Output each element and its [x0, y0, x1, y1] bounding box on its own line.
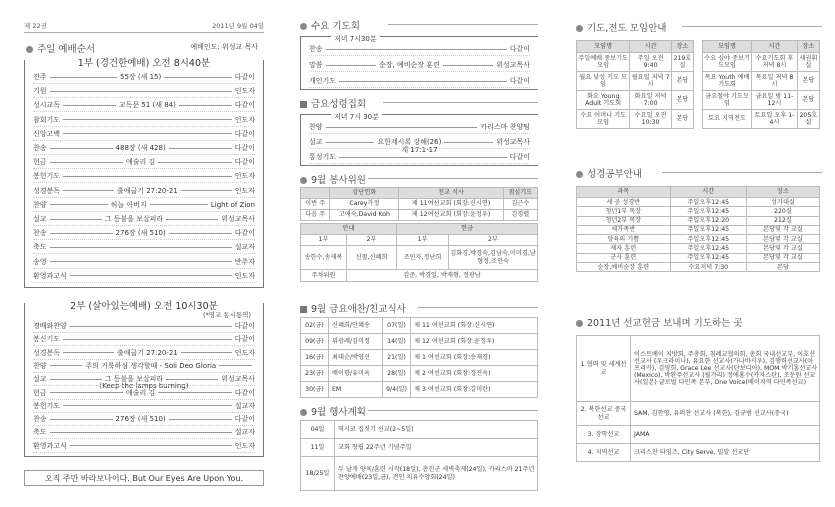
bullet-icon [576, 25, 583, 32]
order-item [33, 426, 255, 438]
order-person: 다같이 [234, 388, 256, 397]
bullet-icon [576, 320, 583, 327]
order-label: 봉헌기도 [33, 172, 61, 181]
order-label: 찬송 [33, 229, 47, 238]
order-item [33, 156, 255, 168]
table-row: 09(금) 위광례/김미정 14(일) 제 12 여선교회 (회장:윤정우) [301, 334, 538, 350]
table-row: 3. 장학선교 JAMA [577, 426, 820, 444]
order-item [33, 199, 255, 211]
order-person: 다같이 [234, 322, 255, 330]
bullet-icon [300, 23, 307, 30]
order-person: 설교자 [234, 401, 255, 410]
table-row: 송한수,송재복 신철,신혜희 조민자,정난희 김화경,박경숙,김남숙,이미경,남형정,조인숙 [301, 246, 538, 270]
wed-title: 수요 기도회 [300, 18, 360, 32]
order-person: 반주자 [234, 257, 255, 266]
table-row: 18/25일 두 날개 양육/훈련 시작(18일), 총진군 새벽축제(24일), 카리스마 21주년 찬양예배(23일,금), 전인 치유수양회(24일) [301, 457, 538, 491]
order-label: 성시교독 [33, 101, 61, 110]
volunteers-title: 9월 봉사위원 [300, 172, 366, 186]
order-item [33, 347, 255, 359]
events-title: 9월 행사계획 [300, 404, 366, 418]
order-item [33, 360, 255, 372]
order-content: 순장, 예비순장 훈련 [378, 61, 440, 69]
service2-box [24, 303, 264, 457]
table-row: 군사 훈련 주일오후12:45 본당및 각 교실 [577, 253, 820, 262]
order-label: 봉신기도 [33, 335, 61, 344]
order-item [33, 256, 255, 268]
order-person: 위성교목사 [221, 375, 256, 384]
order-content-sub: 계 17:1-17 [401, 146, 438, 154]
order-item [33, 400, 255, 412]
order-item [33, 142, 255, 154]
ushers-table: 안내 헌금 1부 2부 1부 2부 송한수,송재복 신철,신혜희 조민자,정난희 김화경,박경숙,김남숙,이미경,남형정,조인숙 주차위원 김준, 박경일, 박재형, 정광남 [300, 223, 538, 282]
order-content-sub: (Keep the lamps burning) [99, 382, 189, 391]
order-item [33, 227, 255, 239]
missions-table [576, 335, 820, 462]
order-item [309, 151, 530, 163]
study-table: 과목 시간 장소 새 공 성경반 주일오후12:45 성가대실 청년1부 목장 주일오후12:45 220실 청년2부 목장 주일오후12:20 212실 새가족반 주일오후12:45 본당및 각 교실 양육의 기쁨 주일오후12:45 본당및 각 교실 제자 훈련 주일오후12:45 본당및 각 교실 군사 훈련 주일오후12:45 본당및 각 교실 순장,예비순장 훈련 수요저녁 7:30 본당 [576, 186, 820, 272]
order-item [33, 170, 255, 182]
table-row: 새가족반 주일오후12:45 본당및 각 교실 [577, 225, 820, 234]
bullet-icon [576, 171, 583, 178]
order-person: 다같이 [234, 129, 255, 138]
order-person: 카리스마 찬양팀 [480, 123, 530, 131]
order-item [33, 185, 255, 197]
order-content: 출애굽기 27:20-21 [116, 186, 178, 195]
order-content: 애술리 김 [125, 158, 156, 167]
service1-title: 1부 (경건한예배) 오전 8시40분 [25, 55, 263, 69]
order-label: 축도 [33, 243, 47, 252]
table-row: 다음 주 고애숙,David Koh 제 12여선교회 (회장:윤정우) 김경렬 [301, 210, 538, 221]
order-item [33, 99, 255, 111]
fri-box [300, 114, 538, 166]
table-row: 화요 Young Adult 기도회 화요일 저녁7:00 본당 [577, 91, 694, 110]
order-label: 개인기도 [309, 77, 337, 85]
order-person: 인도자 [234, 87, 255, 96]
worship-column [0, 0, 272, 507]
order-person: 다같이 [234, 144, 255, 152]
missions-title: 2011년 선교헌금 보내며 기도하는 곳 [576, 315, 743, 329]
order-person: 인도자 [234, 115, 255, 124]
order-content: 276장 (새 510) [115, 229, 166, 238]
order-content: 276장 (새 510) [115, 415, 166, 424]
order-label: 찬송 [33, 144, 47, 152]
order-label: 말씀 [309, 61, 323, 69]
table-row: 이번 주 Carey가정 제 11여선교회 (회장:신시연) 김근수 [301, 199, 538, 210]
table-row: 순장,예비순장 훈련 수요저녁 7:30 본당 [577, 263, 820, 272]
order-person: 설교자 [234, 428, 255, 437]
order-label: 신앙고백 [33, 129, 61, 138]
footer-verse: 오직 주만 바라보나이다. But Our Eyes Are Upon You. [24, 470, 264, 486]
order-person: 다같이 [509, 77, 530, 85]
order-person: 인도자 [234, 172, 255, 181]
order-label: 찬송 [33, 415, 47, 424]
order-item [33, 440, 255, 452]
schedule-column [288, 0, 550, 507]
order-person: 다같이 [234, 101, 256, 110]
table-row: 새 공 성경반 주일오후12:45 성가대실 [577, 198, 820, 207]
table-row: 30(금) EM 9/4(일) 제 3 여선교회 (회장:김미란) [301, 382, 538, 398]
order-person: 인도자 [234, 441, 255, 450]
meals-title: 9월 금요애찬/친교식사 [300, 301, 406, 315]
order-label: 찬양 [33, 200, 47, 209]
order-label: 성경봉독 [33, 348, 61, 357]
table-row: 양육의 기쁨 주일오후12:45 본당및 각 교실 [577, 235, 820, 244]
order-label: 통성기도 [309, 153, 337, 161]
table-row: 수요 어머니 기도 모임 수요일 오전 10:30 본당 [577, 110, 694, 129]
service2-title: 2부 (살아있는예배) 오전 10시30분 [25, 298, 263, 312]
order-item [33, 71, 255, 83]
service1-box [24, 60, 264, 288]
order-person: 인도자 [234, 186, 255, 195]
table-row: 토요 지역전도 토요일 오후 1-4시 205호실 [703, 110, 820, 129]
order-person: 설교자 [234, 243, 255, 252]
order-label: 기원 [33, 87, 47, 96]
order-label: 참회기도 [33, 115, 61, 124]
order-item [33, 114, 255, 126]
table-row: 02(금) 신혜희/안혜송 07(일) 제 11 여선교회 (회장:신시연) [301, 318, 538, 334]
order-item [309, 43, 530, 55]
service-leader: 예배인도: 위성교 목사 [190, 43, 258, 51]
order-label: 헌금 [33, 158, 47, 167]
order-label: 찬송 [309, 45, 323, 53]
bullet-icon [26, 46, 33, 53]
order-label: 환영과고식 [33, 271, 67, 280]
order-label: 송영 [33, 257, 47, 266]
prayer-title: 기도,전도 모임안내 [576, 20, 666, 34]
order-label: 전주 [33, 73, 47, 81]
info-column [562, 0, 835, 507]
order-label: 봉헌기도 [33, 401, 61, 410]
order-item [33, 333, 255, 345]
table-row: 제자 훈련 주일오후12:45 본당및 각 교실 [577, 244, 820, 253]
order-label: 찬양 [33, 361, 47, 370]
order-content: 주의 거룩하심 생각할때 - Soli Deo Gloria [85, 361, 217, 370]
order-person: 다같이 [234, 415, 255, 424]
order-content: 55장 (새 15) [119, 73, 162, 81]
table-row: 주차위원 김준, 박경일, 박재형, 정광남 [301, 270, 538, 282]
order-content: 교독문 51 (새 84) [118, 101, 176, 110]
square-icon [300, 306, 307, 313]
sunday-title: 주일 예배순서 [26, 41, 95, 55]
prayer-table-right: 모임명 시간 장소 수요 심야 중보기도모임 수요기도회 후 저녁 8시 새권휘실 목요 Youth 예배 기도회 목요일 저녁 8시 본당 금요철야 기도모임 금요일 밤 11-12시 본당 토요 지역전도 토요일 오후 1-4시 205호실 [702, 40, 820, 129]
bulletin-date: 2011년 9월 04일 [212, 22, 264, 30]
bullet-icon [300, 409, 307, 416]
order-item [309, 75, 530, 87]
order-item [33, 413, 255, 425]
bulletin-header [24, 21, 264, 30]
order-person: 인도자 [234, 271, 255, 280]
order-label: 설교 [33, 375, 47, 384]
order-item [33, 213, 255, 225]
order-content: 요한계시록 강해(26) [377, 138, 442, 146]
order-content: 애술리 김 [125, 388, 156, 397]
events-table [300, 420, 538, 491]
fri-title: 금요성령집회 [300, 96, 366, 110]
order-content: 출애굽기 27:20-21 [116, 348, 178, 357]
order-label: 설교 [33, 215, 47, 223]
volunteers-table: 강단헌화 친교 식사 점심기도 이번 주 Carey가정 제 11여선교회 (회장:신시연) 김근수 다음 주 고애숙,David Koh 제 12여선교회 (회장:윤정우) 김경렬 [300, 187, 538, 221]
table-row: 주일예배 중보기도모임 주일 오전 9:40 219호실 [577, 53, 694, 72]
issue-number: 제 22권 [24, 22, 47, 30]
order-item [309, 136, 530, 154]
order-person: 위성교목사 [496, 138, 530, 146]
order-person: 다같이 [509, 45, 530, 53]
order-item [309, 121, 530, 133]
table-row: 4. 지역선교 크리스찬 타임즈, City Serve, 밀알 선교단 [577, 444, 820, 462]
order-person: 인도자 [234, 348, 255, 357]
meals-table [300, 317, 538, 398]
study-title: 성경공부안내 [576, 166, 642, 180]
wed-time: 저녁 7시30분 [331, 34, 380, 44]
order-content: 그 등불을 보살피라 [104, 375, 164, 384]
order-item [33, 387, 255, 399]
table-row: 목요 Youth 예배 기도회 목요일 저녁 8시 본당 [703, 72, 820, 91]
table-row: 청년2부 목장 주일오후12:20 212실 [577, 216, 820, 225]
order-label: 찬양 [309, 123, 323, 131]
order-item [33, 241, 255, 253]
table-row: 04일 역시코 집짓기 선교(2~5일) [301, 421, 538, 439]
order-person: 다같이 [234, 158, 256, 167]
order-item [33, 270, 255, 282]
order-person: 다같이 [234, 229, 255, 238]
prayer-table-left: 모임명 시간 장소 주일예배 중보기도모임 주일 오전 9:40 219호실 월요 낮성 기도 모임 월요일 저녁 7시 본당 화요 Young Adult 기도회 화요일 저녁7:00 본당 수요 어머니 기도 모임 수요일 오전 10:30 본당 [576, 40, 694, 129]
order-label: 헌금 [33, 388, 47, 397]
order-person: 위성교목사 [221, 215, 256, 223]
table-row: 11일 교회 창립 22주년 기념주일 [301, 439, 538, 457]
order-label: 환영과고식 [33, 441, 67, 450]
order-content: 허늘 아버지 [110, 200, 147, 209]
table-row: 2. 북한선교 중국선교 SAM, 김찬영, 유의찬 선교사 (북한), 김규범 선교사(중국) [577, 402, 820, 426]
table-row: 23(금) 배이향/유미옥 28(일) 제 2 여선교회 (회장:정진옥) [301, 366, 538, 382]
table-row: 16(금) 최대순/박영선 21(일) 제 1 여선교회 (회장:송재경) [301, 350, 538, 366]
wed-box [300, 36, 538, 90]
order-content: 그 등불을 보살피라 [104, 215, 164, 223]
order-label: 축도 [33, 428, 47, 437]
table-row: 월요 낮성 기도 모임 월요일 저녁 7시 본당 [577, 72, 694, 91]
order-item [33, 320, 255, 332]
order-item [309, 59, 530, 71]
order-person: 다같이 [234, 335, 255, 344]
order-person: 다같이 [509, 153, 530, 161]
order-item [33, 85, 255, 97]
order-label: 설교 [309, 138, 323, 146]
order-item [33, 128, 255, 140]
table-row: 수요 심야 중보기도모임 수요기도회 후 저녁 8시 새권휘실 [703, 53, 820, 72]
table-row: 금요철야 기도모임 금요일 밤 11-12시 본당 [703, 91, 820, 110]
bullet-icon [300, 177, 307, 184]
order-item [33, 373, 256, 391]
order-person: Light of Zion [210, 200, 255, 209]
table-row: 1.협력 및 세계선교 이스트베이 지방회, 주총회, 침례교협의회, 총회 국내선교부, 이호선선교사 (우크라이나), 유요한 선교사(가나바시우), 김행력선교사(아프리카), 김영희, Grace Lee 선교사(탄보디아), MOM 박기홍선교사 (Mexico), 박완주선교사 (필가리) 정에홍수(카자스탄), 조운원 선교사(일본) 글로벌 다민족 본부, One Voice(베이지역 다민족선교) [577, 336, 820, 402]
order-label: 경배와찬양 [33, 322, 67, 330]
square-icon [300, 101, 307, 108]
fri-time: 저녁 7시 30분 [331, 112, 382, 122]
order-person: 위성교목사 [496, 61, 530, 69]
table-row: 청년1부 목장 주일오후12:45 220실 [577, 207, 820, 216]
service2-note: (*영교 동시통역) [202, 311, 251, 319]
order-label: 성경봉독 [33, 186, 61, 195]
order-person: 다같이 [234, 73, 255, 81]
order-content: 488장 (새 428) [115, 144, 166, 152]
